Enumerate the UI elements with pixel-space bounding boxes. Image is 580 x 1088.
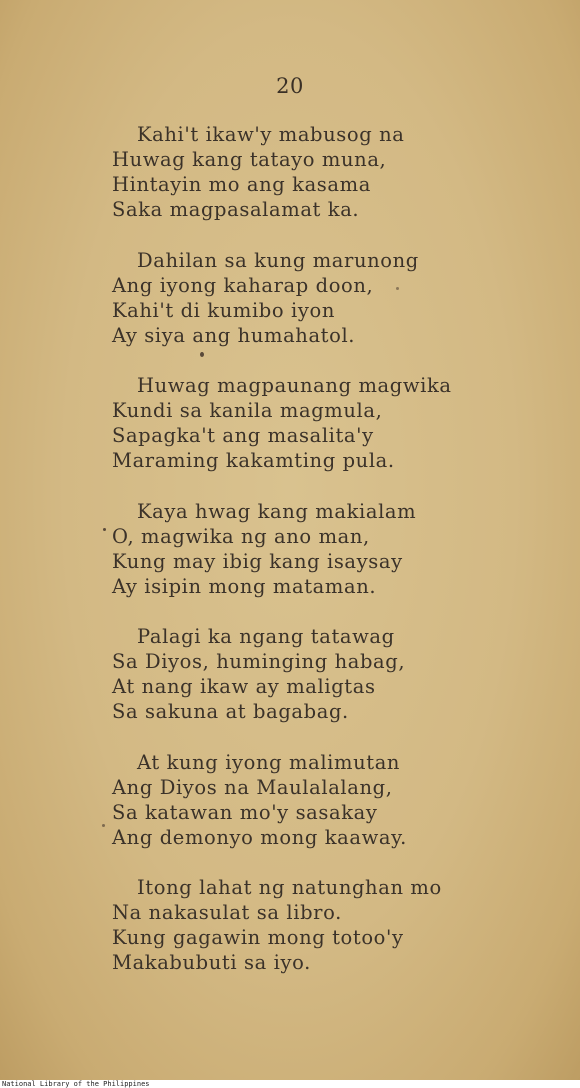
poem-line: Ang Diyos na Maulalalang, — [112, 775, 393, 799]
poem-line: Palagi ka ngang tatawag — [137, 625, 395, 648]
poem-line: Sa sakuna at bagabag. — [112, 700, 349, 723]
poem-line: Kahi't ikaw'y mabusog na — [137, 123, 405, 146]
poem-line: Sapagka't ang masalita'y — [112, 424, 374, 447]
poem — [112, 122, 562, 1001]
poem-line: Ang demonyo mong kaaway. — [112, 825, 407, 849]
poem-line: Na nakasulat sa libro. — [112, 901, 342, 924]
poem-line: Sa katawan mo'y sasakay — [112, 800, 378, 824]
poem-line: At nang ikaw ay maligtas — [112, 675, 376, 698]
ink-speck — [102, 824, 105, 827]
poem-line: Saka magpasalamat ka. — [112, 198, 360, 221]
stanza-3 — [112, 373, 562, 473]
poem-line: Hintayin mo ang kasama — [112, 173, 371, 196]
ink-speck — [103, 528, 106, 531]
poem-line: Kaya hwag kang makialam — [137, 499, 417, 523]
stanza-4 — [112, 499, 562, 599]
poem-line: Makabubuti sa iyo. — [112, 951, 311, 974]
stanza-7 — [112, 875, 562, 975]
ink-speck — [200, 352, 204, 357]
poem-line: Ang iyong kaharap doon, — [112, 273, 374, 297]
poem-line: Itong lahat ng natunghan mo — [137, 876, 442, 899]
library-watermark: National Library of the Philippines — [2, 1080, 150, 1088]
poem-line: Kung may ibig kang isaysay — [112, 549, 403, 573]
poem-line: Maraming kakamting pula. — [112, 449, 395, 472]
poem-line: Sa Diyos, huminging habag, — [112, 650, 406, 673]
poem-line: Dahilan sa kung marunong — [137, 248, 419, 272]
stanza-5 — [112, 624, 562, 724]
stanza-1 — [112, 122, 562, 222]
poem-line: At kung iyong malimutan — [137, 750, 401, 774]
poem-line: Ay siya ang humahatol. — [112, 323, 356, 347]
stanza-6 — [112, 750, 562, 850]
poem-line: Huwag magpaunang magwika — [137, 374, 452, 397]
stanza-2 — [112, 248, 562, 348]
poem-line: Kahi't di kumibo iyon — [112, 298, 335, 322]
poem-line: Kung gagawin mong totoo'y — [112, 926, 404, 949]
poem-line: Huwag kang tatayo muna, — [112, 148, 387, 171]
poem-line: Ay isipin mong mataman. — [112, 574, 377, 598]
ink-speck — [396, 287, 399, 290]
poem-line: O, magwika ng ano man, — [112, 524, 370, 548]
poem-line: Kundi sa kanila magmula, — [112, 399, 383, 422]
page-number: 20 — [276, 74, 304, 98]
